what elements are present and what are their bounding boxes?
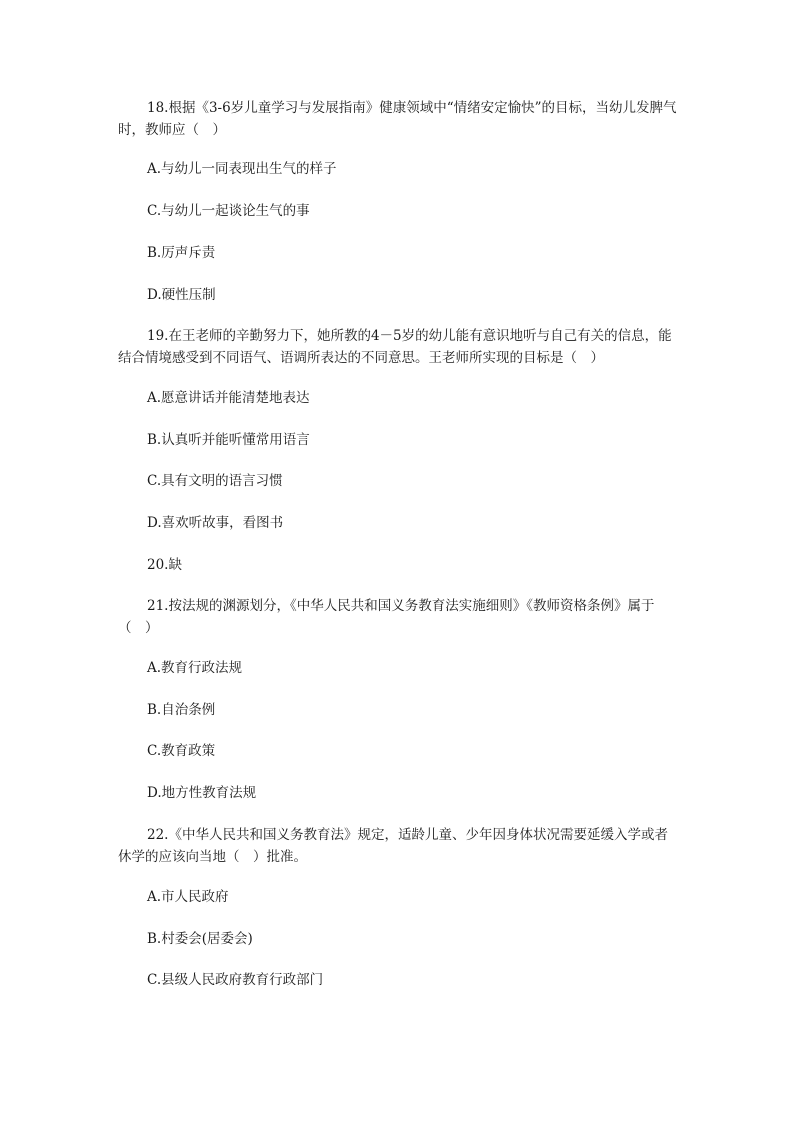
- question-20-stem: 20.缺: [147, 557, 182, 573]
- question-21-stem: 21.按法规的渊源划分，《中华人民共和国义务教育法实施细则》《教师资格条例》属于（ ）: [118, 598, 655, 636]
- question-21-option: D.地方性教育法规: [147, 785, 257, 801]
- question-22-option: C.县级人民政府教育行政部门: [147, 972, 324, 988]
- question-18-option: D.硬性压制: [147, 287, 216, 303]
- question-19-stem: 19.在王老师的辛勤努力下，她所教的4－5岁的幼儿能有意识地听与自己有关的信息，能结合情境感受到不同语气、语调所表达的不同意思。王老师所实现的目标是（ ）: [118, 328, 672, 366]
- question-21-option: C.教育政策: [147, 743, 216, 759]
- question-21-option: A.教育行政法规: [147, 660, 243, 676]
- question-19-option: A.愿意讲话并能清楚地表达: [147, 390, 310, 406]
- question-19-option: D.喜欢听故事，看图书: [147, 515, 284, 531]
- question-18-stem: 18.根据《3-6岁儿童学习与发展指南》健康领域中“情绪安定愉快”的目标，当幼儿发脾气时，教师应（ ）: [118, 100, 677, 138]
- question-22-stem: 22.《中华人民共和国义务教育法》规定，适龄儿童、少年因身体状况需要延缓入学或者休学的应该向当地（ ）批准。: [118, 827, 668, 865]
- question-19-option: B.认真听并能听懂常用语言: [147, 432, 310, 448]
- question-18-option: C.与幼儿一起谈论生气的事: [147, 203, 310, 219]
- question-21-option: B.自治条例: [147, 702, 216, 718]
- question-22-option: B.村委会(居委会): [147, 931, 253, 947]
- question-19-option: C.具有文明的语言习惯: [147, 473, 283, 489]
- question-22-option: A.市人民政府: [147, 889, 229, 905]
- question-18-option: A.与幼儿一同表现出生气的样子: [147, 161, 337, 177]
- question-18-option: B.厉声斥责: [147, 245, 216, 261]
